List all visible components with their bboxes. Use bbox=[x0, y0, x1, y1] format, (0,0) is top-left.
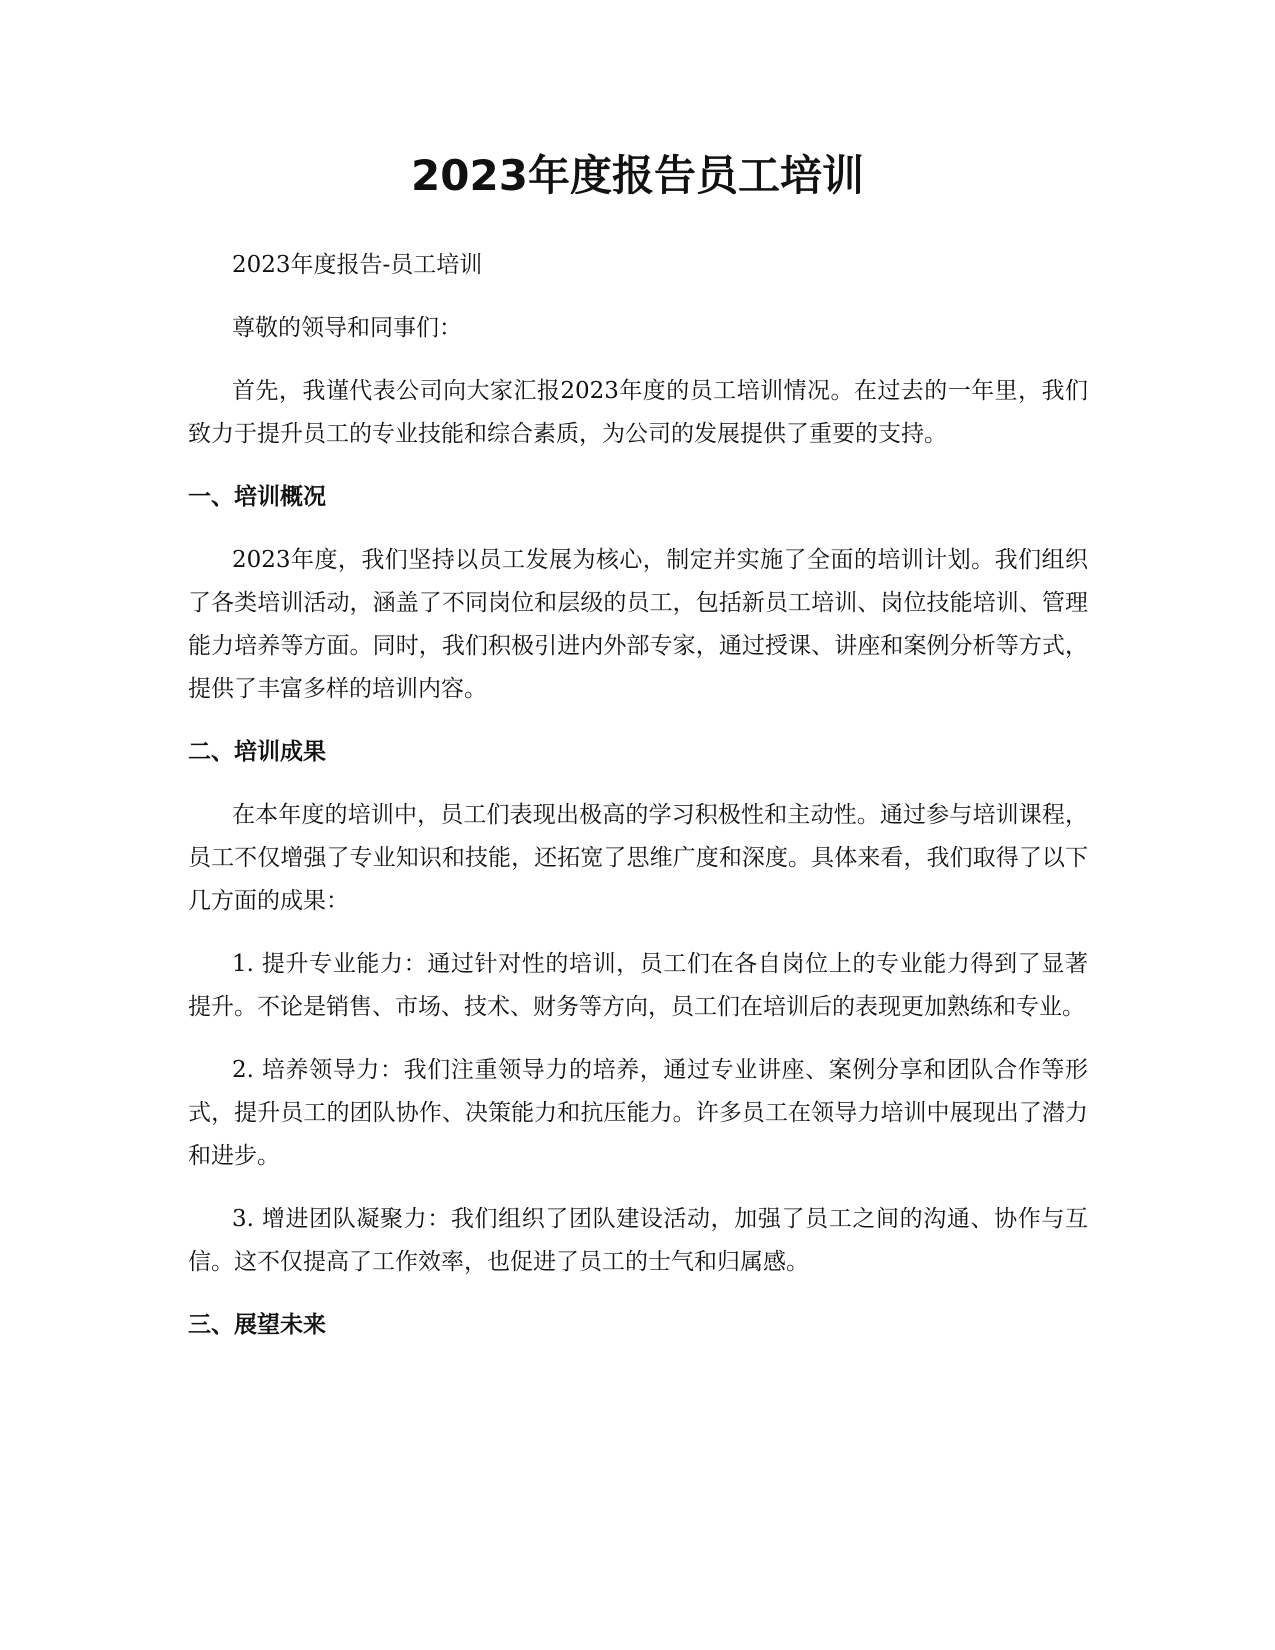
document-title: 2023年度报告员工培训 bbox=[411, 151, 864, 200]
section-heading-outlook: 三、展望未来 bbox=[188, 1312, 326, 1338]
results-item-1: 1. 提升专业能力：通过针对性的培训，员工们在各自岗位上的专业能力得到了显著提升。不论是销售、市场、技术、财务等方向，员工们在培训后的表现更加熟练和专业。 bbox=[188, 951, 1088, 1020]
results-paragraph: 在本年度的培训中，员工们表现出极高的学习积极性和主动性。通过参与培训课程，员工不仅增强了专业知识和技能，还拓宽了思维广度和深度。具体来看，我们取得了以下几方面的成果： bbox=[188, 802, 1088, 914]
results-item-2: 2. 培养领导力：我们注重领导力的培养，通过专业讲座、案例分享和团队合作等形式，提升员工的团队协作、决策能力和抗压能力。许多员工在领导力培训中展现出了潜力和进步。 bbox=[188, 1057, 1088, 1169]
intro-paragraph: 首先，我谨代表公司向大家汇报2023年度的员工培训情况。在过去的一年里，我们致力于提升员工的专业技能和综合素质，为公司的发展提供了重要的支持。 bbox=[188, 378, 1088, 447]
section-heading-overview: 一、培训概况 bbox=[188, 484, 326, 510]
section-heading-results: 二、培训成果 bbox=[188, 739, 326, 765]
greeting-line: 尊敬的领导和同事们： bbox=[232, 315, 462, 341]
subtitle-line: 2023年度报告-员工培训 bbox=[232, 252, 483, 278]
document-body bbox=[188, 244, 1088, 1367]
results-item-3: 3. 增进团队凝聚力：我们组织了团队建设活动，加强了员工之间的沟通、协作与互信。这不仅提高了工作效率，也促进了员工的士气和归属感。 bbox=[188, 1206, 1088, 1275]
overview-paragraph: 2023年度，我们坚持以员工发展为核心，制定并实施了全面的培训计划。我们组织了各类培训活动，涵盖了不同岗位和层级的员工，包括新员工培训、岗位技能培训、管理能力培养等方面。同时，我们积极引进内外部专家，通过授课、讲座和案例分析等方式，提供了丰富多样的培训内容。 bbox=[188, 547, 1088, 702]
